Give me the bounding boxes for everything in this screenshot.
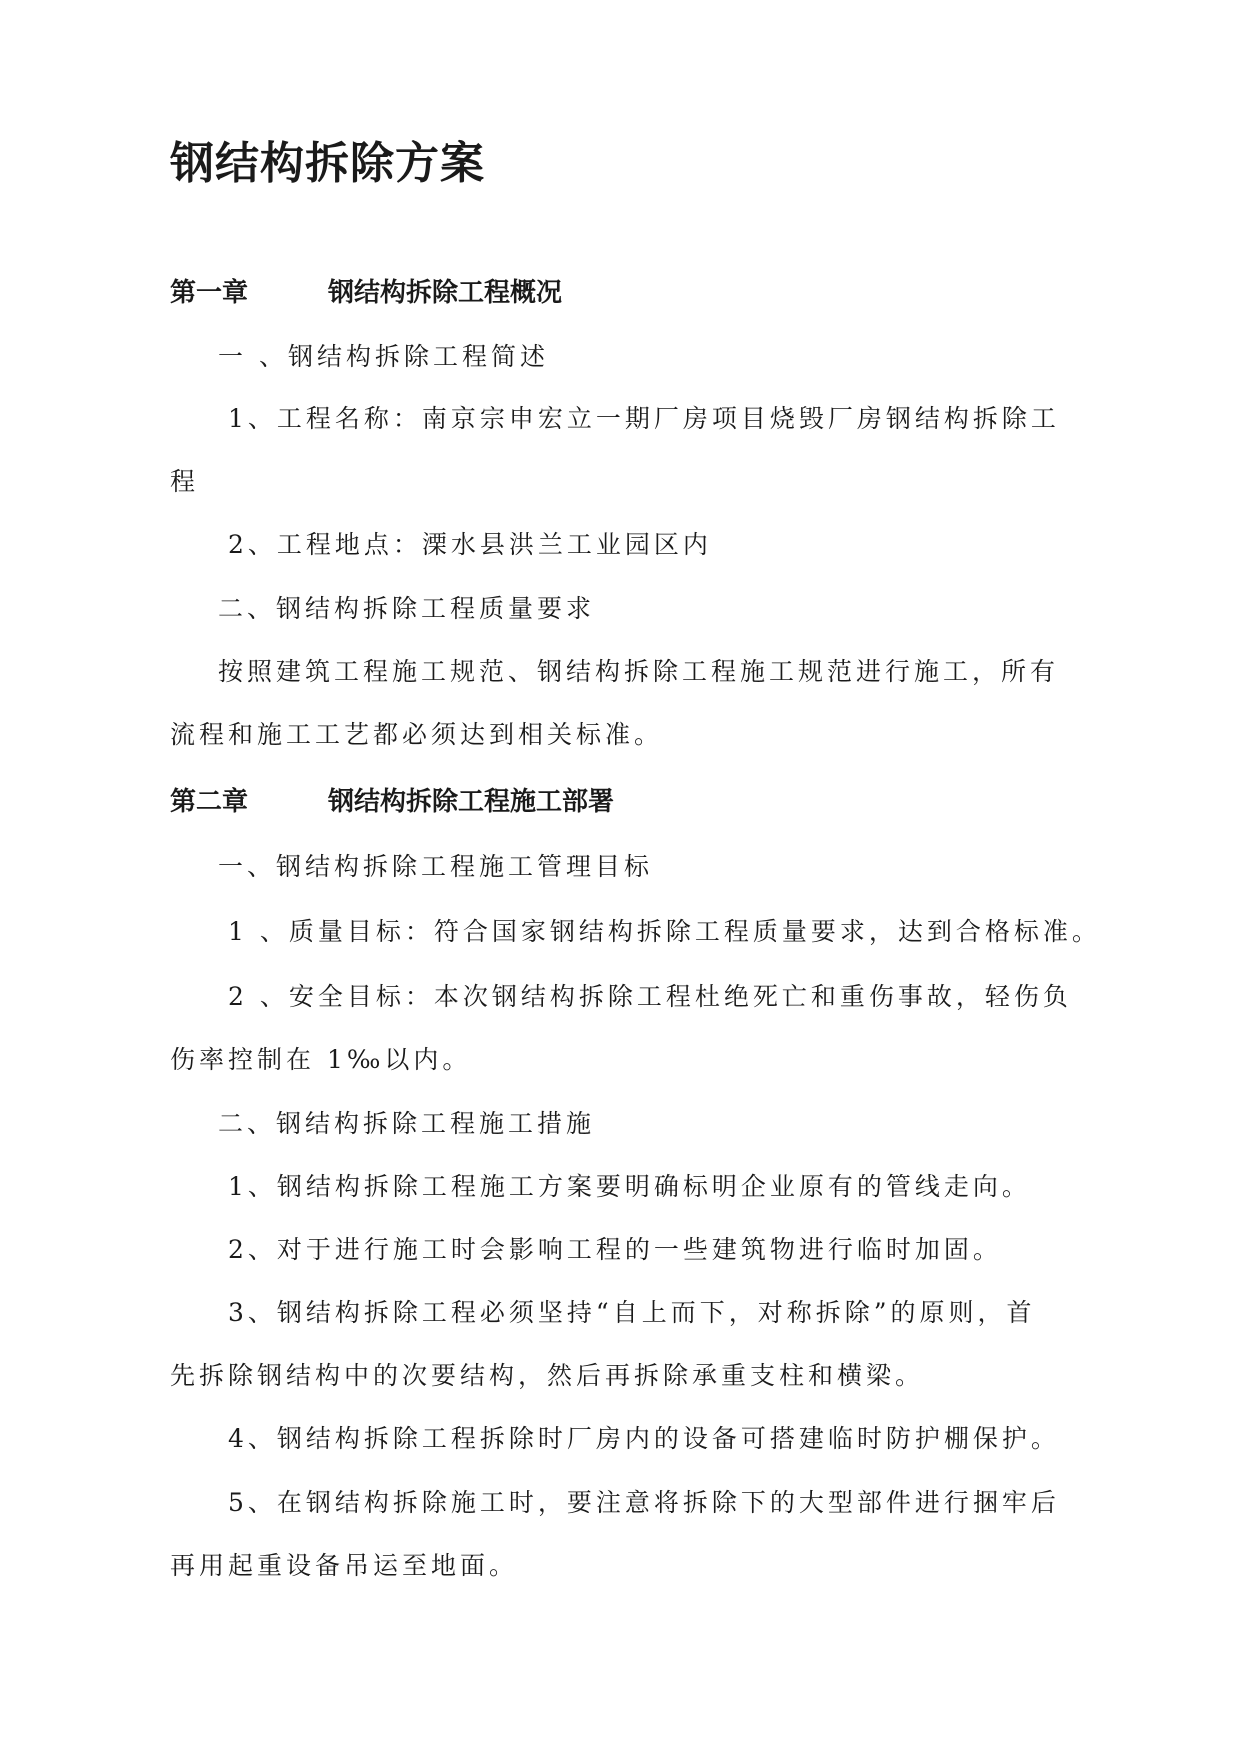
s1-item-1-line-2: 程 <box>170 467 200 496</box>
c2-section-2-heading: 二、钢结构拆除工程施工措施 <box>218 1109 596 1138</box>
c2-s1-item-2-line-2: 伤率控制在 1‰以内。 <box>170 1045 472 1074</box>
chapter-2-title: 钢结构拆除工程施工部署 <box>328 787 615 817</box>
chapter-1-number: 第一章 <box>170 278 249 308</box>
s2-paragraph-line-1: 按照建筑工程施工规范、钢结构拆除工程施工规范进行施工，所有 <box>218 657 1060 686</box>
c2-s2-item-3-line-2: 先拆除钢结构中的次要结构，然后再拆除承重支柱和横梁。 <box>170 1361 925 1390</box>
c2-s2-item-1: 1、钢结构拆除工程施工方案要明确标明企业原有的管线走向。 <box>228 1172 1031 1201</box>
section-2-heading: 二、钢结构拆除工程质量要求 <box>218 594 596 623</box>
c2-s1-item-2-line-1: 2 、安全目标：本次钢结构拆除工程杜绝死亡和重伤事故，轻伤负 <box>228 982 1072 1011</box>
chapter-1-heading <box>170 276 562 310</box>
c2-s2-item-4: 4、钢结构拆除工程拆除时厂房内的设备可搭建临时防护棚保护。 <box>228 1424 1060 1453</box>
c2-s2-item-3-line-1: 3、钢结构拆除工程必须坚持“自上而下，对称拆除”的原则，首 <box>228 1298 1036 1327</box>
c2-s1-item-1: 1 、质量目标：符合国家钢结构拆除工程质量要求，达到合格标准。 <box>228 917 1101 946</box>
c2-s2-item-5-line-2: 再用起重设备吊运至地面。 <box>170 1551 519 1580</box>
chapter-2-number: 第二章 <box>170 787 249 817</box>
chapter-1-title: 钢结构拆除工程概况 <box>328 278 563 308</box>
c2-s2-item-2: 2、对于进行施工时会影响工程的一些建筑物进行临时加固。 <box>228 1235 1002 1264</box>
s2-paragraph-line-2: 流程和施工工艺都必须达到相关标准。 <box>170 720 664 749</box>
section-1-heading: 一 、钢结构拆除工程简述 <box>218 342 549 371</box>
s1-item-2: 2、工程地点：溧水县洪兰工业园区内 <box>228 530 712 559</box>
chapter-2-heading <box>170 785 614 819</box>
c2-section-1-heading: 一、钢结构拆除工程施工管理目标 <box>218 852 654 881</box>
document-title: 钢结构拆除方案 <box>170 138 485 189</box>
c2-s2-item-5-line-1: 5、在钢结构拆除施工时，要注意将拆除下的大型部件进行捆牢后 <box>228 1488 1060 1517</box>
s1-item-1-line-1: 1、工程名称：南京宗申宏立一期厂房项目烧毁厂房钢结构拆除工 <box>228 404 1060 433</box>
